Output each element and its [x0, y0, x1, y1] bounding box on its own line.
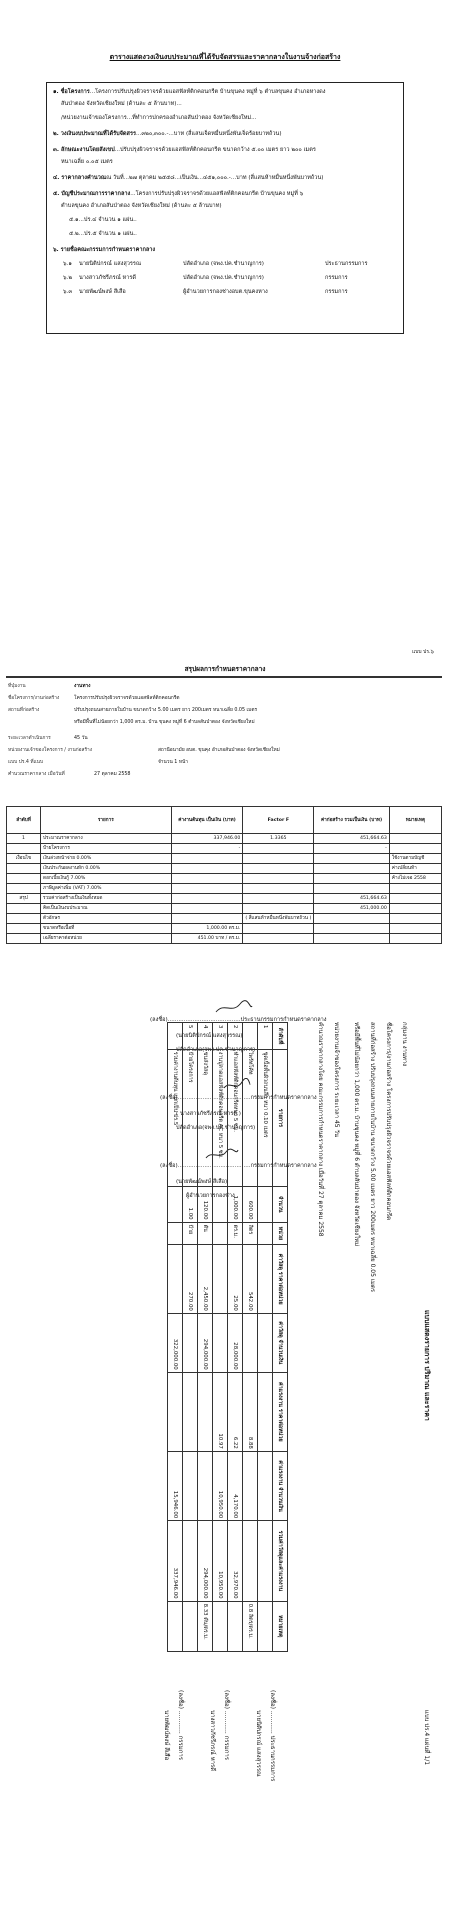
boq-cell: 25.00 [228, 1245, 243, 1314]
boq-cell [243, 1313, 258, 1372]
info-row: หน่วยงานเจ้าของโครงการ / งานก่อสร้าง สถานีอนามัย อบต. ขุนคุง อำเภอสันป่าตอง จังหวัดเชียงใหม่ [8, 748, 280, 753]
boq-row [183, 1023, 198, 1652]
col-header: ค่าวัสดุ ราคาต่อหน่วย [273, 1245, 288, 1314]
boq-sign: (ลงชื่อ) ............ ประธานกรรมการ [269, 1690, 276, 1782]
table-row [7, 874, 442, 884]
boq-cell: 1.00 [183, 1187, 198, 1223]
signer-position: ปลัดอำเภอ(จพง.ปค.ชำนาญการ) [176, 1125, 256, 1131]
committee-row: ๖.๒ นางสาวภัชรีภรณ์ หารดี ปลัดอำเภอ (จพง.ปค.ชำนาญการ) กรรมการ [63, 275, 348, 281]
boq-head-line: ชื่อโครงการ/งานก่อสร้าง โครงการปรับปรุงผิวจราจรด้วยแอสฟัลท์ติกคอนกรีต [385, 1022, 392, 1220]
table-cell [314, 924, 389, 934]
table-cell [243, 874, 314, 884]
table-cell: เฉลี่ยราคาต่อหน่วย [41, 934, 172, 944]
table-cell: 1.3365 [243, 834, 314, 844]
boq-sign-name: นายพัฒน์พงษ์ สีเสือ [163, 1710, 170, 1761]
item-1: ๑. ชื่อโครงการ...โครงการปรับปรุงผิวจราจรด้วยแอสฟัลท์ติกคอนกรีต บ้านขุนคง หมู่ที่ ๖ ตำบลขุนคง อำเภอหางดง [53, 89, 326, 95]
col-header: ค่างานต้นทุน เป็นเงิน (บาท) [171, 807, 243, 834]
table-cell [7, 864, 41, 874]
table-cell: เงื่อนไข [7, 854, 41, 864]
committee-row: ๖.๓ นายพัฒน์พงษ์ สีเสือ ผู้อำนวยการกองช่างอบต.ขุนคงหาง กรรมการ [63, 289, 348, 295]
boq-cell [168, 1601, 183, 1651]
boq-cell: 120.00 [198, 1187, 213, 1223]
boq-cell: 270.00 [183, 1245, 198, 1314]
boq-cell: ตัน [198, 1222, 213, 1245]
boq-cell [198, 1372, 213, 1451]
table-cell: 451.00 บาท / ตร.ม. [171, 934, 243, 944]
boq-cell: ทำแอสฟัลท์ติกคอนกรีตหนา 5 ซม. [228, 1049, 243, 1186]
boq-cell: 1,000.00 [228, 1187, 243, 1223]
table-row [7, 924, 442, 934]
boq-sign: (ลงชื่อ) ............ กรรมการ [223, 1690, 230, 1760]
boq-cell [183, 1601, 198, 1651]
table-cell: ดอกเบี้ยเงินกู้ 7.00% [41, 874, 172, 884]
table-cell: - [171, 844, 243, 854]
signature-line: (ลงชื่อ).........................................ประธานกรรมการกำหนดราคากลาง [150, 1017, 327, 1023]
price-summary-table [6, 806, 442, 944]
boq-cell [198, 1451, 213, 1520]
boq-sign: (ลงชื่อ) ............ กรรมการ [177, 1690, 184, 1760]
boq-cell [168, 1372, 183, 1451]
boq-cell: 542.00 [243, 1245, 258, 1314]
table-cell: ใช้งานตามบัญชี [389, 854, 441, 864]
boq-cell [183, 1313, 198, 1372]
info-row: ที่ปุ่มงาน งานทาง [8, 684, 91, 689]
table-cell [171, 904, 243, 914]
table-cell: - [314, 844, 389, 854]
boq-cell [183, 1451, 198, 1520]
col-header: จำนวน [273, 1187, 288, 1223]
boq-cell: 6.22 [228, 1372, 243, 1451]
table-cell [389, 884, 441, 894]
table-cell [243, 894, 314, 904]
col-header: ค่าแรงงาน จำนวนเงิน [273, 1451, 288, 1520]
col-header: รายการ [273, 1049, 288, 1186]
col-header: หมายเหตุ [273, 1601, 288, 1651]
table-cell [7, 924, 41, 934]
boq-cell: 0.8 ลิตร/ตร.ม. [243, 1601, 258, 1651]
signer-position: ผู้อำนวยการกองช่าง [186, 1193, 235, 1199]
table-cell [243, 884, 314, 894]
rotated-boq-page [108, 1010, 438, 1870]
boq-cell [228, 1601, 243, 1651]
boq-cell: 294,000.00 [198, 1313, 213, 1372]
info-row: แบบ ปร.4 ที่แนบ จำนวน 1 หน้า [8, 760, 188, 765]
item-5-1: ๕.๑...ปร.๔ จำนวน ๑ แผ่น.. [69, 217, 137, 223]
boq-cell [243, 1023, 258, 1050]
boq-head-line: คำนวณราคากลางโดย คณะกรรมการกำหนดราคากลาง เมื่อวันที่ 27 ตุลาคม 2558 [317, 1022, 324, 1237]
info-row: ระยะเวลาดำเนินการ 45 วัน [8, 736, 88, 741]
item-2: ๒. วงเงินงบประมาณที่ได้รับจัดสรร...๓๒๐,๓๐๐.-...บาท (สี่แสนเจ็ดหมื่นหนึ่งพันเจ็ดร้อยบาทถ้วน) [53, 131, 282, 137]
boq-cell: ขูดเนื้อพื้นผิวถนนลึก หนา 0.10 เมตร [258, 1049, 273, 1186]
boq-cell [258, 1451, 273, 1520]
table-cell: ค้างไม่เจอ 2558 [389, 874, 441, 884]
boq-cell [258, 1372, 273, 1451]
table-cell: 451,664.63 [314, 894, 389, 904]
table-cell [171, 914, 243, 924]
item-5-cont: ตำบลขุนคง อำเภอสันป่าตอง จังหวัดเชียงใหม่ (ด้านละ ๕ ล้านบาท) [61, 203, 222, 209]
table-cell [314, 874, 389, 884]
table-cell: 337,946.00 [171, 834, 243, 844]
boq-title: แบบแสดงรายการ ปริมาณ และราคา [423, 1310, 431, 1421]
boq-cell: 294,000.00 [198, 1521, 213, 1601]
table-cell [243, 844, 314, 854]
boq-cell: 600.00 [243, 1187, 258, 1223]
table-cell: ภาษีมูลค่าเพิ่ม (VAT) 7.00% [41, 884, 172, 894]
boq-sign-name: นางสาวภัชรีภรณ์ หารดี [209, 1710, 216, 1772]
table-cell [7, 914, 41, 924]
table-cell: 451,664.63 [314, 834, 389, 844]
table-cell: ป้ายโครงการ [41, 844, 172, 854]
boq-cell: 2,450.00 [198, 1245, 213, 1314]
boq-cell: 15,946.00 [168, 1451, 183, 1520]
table-row [7, 914, 442, 924]
boq-cell [168, 1245, 183, 1314]
boq-cell: งานปูลาดแอสฟัลท์ติกคอนกรีต AC หนา 5 ซม. [213, 1049, 228, 1186]
boq-cell [258, 1601, 273, 1651]
table-cell [389, 844, 441, 854]
boq-cell: ขนส่งวัสดุ [198, 1049, 213, 1186]
col-header: รายการ [41, 807, 172, 834]
table-cell: ค่าเปลี่ยนท้า [389, 864, 441, 874]
boq-row [168, 1023, 183, 1652]
signer-position: ปลัดอำเภอ(จพง.ปค.ชำนาญการ) [176, 1047, 256, 1053]
table-cell [243, 924, 314, 934]
boq-cell: 10,950.00 [213, 1521, 228, 1601]
col-header: หมายเหตุ [389, 807, 441, 834]
boq-cell: 4,170.00 [228, 1451, 243, 1520]
boq-cell: 5 [183, 1023, 198, 1050]
item-3-cont: หนาเฉลี่ย ๐.๐๕ เมตร [61, 159, 113, 165]
table-row [7, 894, 442, 904]
table-cell [314, 854, 389, 864]
signer-name: (นายนิติปกรณ์ แสงสุวรรณ) [176, 1033, 243, 1039]
boq-header-row [273, 1023, 288, 1652]
header-rule [6, 676, 442, 678]
boq-cell: 8.33 ตัน/ตร.ม. [198, 1601, 213, 1651]
table-cell: เงินล่วงหน้าจ่าย 0.00% [41, 854, 172, 864]
boq-cell [213, 1222, 228, 1245]
table-row [7, 884, 442, 894]
boq-cell [168, 1187, 183, 1223]
table-cell [7, 844, 41, 854]
table-cell [243, 934, 314, 944]
boq-cell [168, 1023, 183, 1050]
boq-cell: รวมค่างานต้นทุน แยกเป็น ปร.5 [168, 1049, 183, 1186]
col-header: ค่าวัสดุ จำนวนเงิน [273, 1313, 288, 1372]
table-cell: เงินประกันผลงานหัก 0.00% [41, 864, 172, 874]
boq-cell [213, 1313, 228, 1372]
col-header: หน่วย [273, 1222, 288, 1245]
table-cell: 1,000.00 ตร.ม. [171, 924, 243, 934]
boq-cell [168, 1222, 183, 1245]
table-cell: ประมาณราคากลาง [41, 834, 172, 844]
table-cell: คิดเป็นเงินงบประมาณ [41, 904, 172, 914]
boq-head-line: กลุ่มงาน งานทาง [401, 1022, 408, 1067]
boq-head-line: สถานที่ก่อสร้าง ปรับปรุงถนนสายภายในบ้าน ขนาดกว้าง 5.00 เมตร ยาว 200เมตร หนาเฉลี่ย 0.05 เมตร [369, 1022, 376, 1292]
boq-head-line: หน่วยงานเจ้าของโครงการ ระยะเวลา 45 วัน [333, 1022, 340, 1138]
table-cell: ตัวอักษร [41, 914, 172, 924]
table-row [7, 854, 442, 864]
col-header: Factor F [243, 807, 314, 834]
boq-cell [258, 1521, 273, 1601]
boq-cell [213, 1601, 228, 1651]
table-cell [314, 914, 389, 924]
table-cell: ( สี่แสนห้าหมื่นหนึ่งพันบาทถ้วน ) [243, 914, 314, 924]
table-cell: สรุป [7, 894, 41, 904]
table-cell [389, 894, 441, 904]
budget-summary-box [46, 82, 404, 334]
boq-cell: 2 [228, 1023, 243, 1050]
table-cell [314, 884, 389, 894]
boq-cell [213, 1187, 228, 1223]
boq-cell: 337,946.00 [168, 1521, 183, 1601]
boq-row [198, 1023, 213, 1652]
page1-title: ตารางแสดงวงเงินงบประมาณที่ได้รับจัดสรรและราคากลางในงานจ้างก่อสร้าง [109, 53, 341, 61]
col-header: ค่าแรงงาน ราคาต่อหน่วย [273, 1372, 288, 1451]
boq-cell: 1 [258, 1023, 273, 1050]
col-header: ลำดับที่ [273, 1023, 288, 1050]
boq-cell: ป้าย [183, 1222, 198, 1245]
boq-row [258, 1023, 273, 1652]
table-cell: ขนาดหรือเนื้อที่ [41, 924, 172, 934]
committee-row: ๖.๑ นายนิติปกรณ์ แสงสุวรรณ ปลัดอำเภอ (จพง.ปค.ชำนาญการ) ประธานกรรมการ [63, 261, 368, 267]
table-cell [171, 884, 243, 894]
boq-cell [183, 1521, 198, 1601]
boq-cell [183, 1372, 198, 1451]
table-cell [389, 904, 441, 914]
info-row: ชื่อโครงการ/งานก่อสร้าง โครงการปรับปรุงผิวจราจรด้วยแอสฟัลท์ติกคอนกรีต [8, 696, 180, 701]
table-cell [243, 864, 314, 874]
signature-line: (ลงชื่อ).........................................กรรมการกำหนดราคากลาง [160, 1095, 317, 1101]
table-cell [389, 914, 441, 924]
col-header: ลำดับที่ [7, 807, 41, 834]
boq-cell: 8.88 [243, 1372, 258, 1451]
table-cell [171, 874, 243, 884]
table-cell [171, 854, 243, 864]
table-cell [171, 894, 243, 904]
item-5: ๕. บัญชีประมาณการราคากลาง...โครงการปรับปรุงผิวจราจรด้วยแอสฟัลท์ติกคอนกรีต บ้านขุนคง หมู่ที่ ๖ [53, 191, 304, 197]
table-cell [7, 934, 41, 944]
boq-cell [213, 1245, 228, 1314]
boq-cell: 322,000.00 [168, 1313, 183, 1372]
boq-cell: ตร.ม. [228, 1222, 243, 1245]
boq-row [213, 1023, 228, 1652]
boq-head-line: หรือมีพื้นที่ไม่น้อยกว่า 1,000 ตร.ม. บ้านขุนคง หมู่ที่ 6 ตำบลสันป่าตอง จังหวัดเชียงใหม่ [353, 1022, 360, 1247]
table-row [7, 844, 442, 854]
table-cell [7, 884, 41, 894]
boq-cell [243, 1521, 258, 1601]
item-4: ๔. ราคากลางคำนวณณ วันที่...๒๗ ตุลาคม ๒๕๕๘...เป็นเงิน...๔๕๑,๐๐๐.-...บาท (สี่แสนห้าหมื่นหนึ่งพันบาทถ้วน) [53, 175, 324, 181]
table-header-row [7, 807, 442, 834]
item-6: ๖. รายชื่อคณะกรรมการกำหนดราคากลาง [53, 247, 156, 253]
form-code: แบบ ปร.๖ [412, 649, 434, 655]
signer-name: (นายพัฒน์พงษ์ สีเสือ) [176, 1179, 228, 1185]
info-row: สถานที่ก่อสร้าง ปรับปรุงถนนสายภายในบ้าน ขนาดกว้าง 5.00 เมตร ยาว 200เมตร หนาเฉลี่ย 0.05 เมตร [8, 708, 258, 713]
boq-cell: 3 [213, 1023, 228, 1050]
boq-cell [258, 1187, 273, 1223]
boq-cell [243, 1451, 258, 1520]
table-cell: 1 [7, 834, 41, 844]
boq-cell: 28,000.00 [228, 1313, 243, 1372]
boq-cell [258, 1222, 273, 1245]
item-5-2: ๕.๒...ปร.๕ จำนวน ๑ แผ่น.. [69, 231, 137, 237]
item-1-agency: /หน่วยงานเจ้าของโครงการ...ที่ทำการปกครองอำเภอสันป่าตอง จังหวัดเชียงใหม่... [61, 115, 257, 121]
table-cell [243, 904, 314, 914]
table-cell [314, 864, 389, 874]
table-row [7, 834, 442, 844]
boq-form-code: แบบ ปร.4 แผ่นที่ 1/1 [423, 1710, 430, 1766]
table-cell [243, 854, 314, 864]
table-cell [389, 924, 441, 934]
table-cell: 451,000.00 [314, 904, 389, 914]
table-row [7, 864, 442, 874]
table-cell [389, 834, 441, 844]
table-row [7, 904, 442, 914]
table-row [7, 934, 442, 944]
boq-row [228, 1023, 243, 1652]
signer-name: ( นางสาวภัชรีภรณ์ หารดี ) [176, 1111, 241, 1117]
boq-sign-name: นายนิติปกรณ์ แสงสุวรรณ [255, 1710, 262, 1777]
boq-cell: ไพร้ทโค้ท [243, 1049, 258, 1186]
table-cell [7, 874, 41, 884]
table-cell [7, 904, 41, 914]
col-header: รวมค่าวัสดุและค่าแรงงาน [273, 1521, 288, 1601]
boq-cell: ป้ายโครงการ [183, 1049, 198, 1186]
boq-row [243, 1023, 258, 1652]
boq-cell: 4 [198, 1023, 213, 1050]
page2-title: สรุปผลการกำหนดราคากลาง [184, 665, 266, 673]
boq-table [167, 1022, 288, 1652]
table-cell [314, 934, 389, 944]
item-1-cont: สันป่าตอง จังหวัดเชียงใหม่ (ด้านละ ๕ ล้านบาท)... [61, 101, 182, 107]
boq-cell: 32,970.00 [228, 1521, 243, 1601]
col-header: ค่าก่อสร้าง รวมเป็นเงิน (บาท) [314, 807, 389, 834]
info-row: คำนวณราคากลาง เมื่อวันที่ 27 ตุลาคม 2558 [8, 772, 131, 777]
boq-cell: ลิตร [243, 1222, 258, 1245]
table-cell [171, 864, 243, 874]
boq-cell: 10.97 [213, 1372, 228, 1451]
item-3: ๓. ลักษณะงานโดยสังเขป...ปรับปรุงผิวจราจรด้วยแอสฟัลท์ติกคอนกรีต ขนาดกว้าง ๕.๐๐ เมตร ยาว ๒๐๐ เมตร [53, 147, 316, 153]
table-cell [389, 934, 441, 944]
table-cell: รวมค่าก่อสร้างเป็นเงินทั้งหมด [41, 894, 172, 904]
boq-cell: 10,950.00 [213, 1451, 228, 1520]
boq-cell [258, 1313, 273, 1372]
boq-cell [258, 1245, 273, 1314]
signature-line: (ลงชื่อ).........................................กรรมการกำหนดราคากลาง [160, 1163, 317, 1169]
info-row: หรือมีพื้นที่ไม่น้อยกว่า 1,000 ตร.ม. บ้าน ขุนคง หมู่ที่ 6 ตำบลสันป่าตอง จังหวัดเชียงใหม่ [74, 720, 255, 725]
